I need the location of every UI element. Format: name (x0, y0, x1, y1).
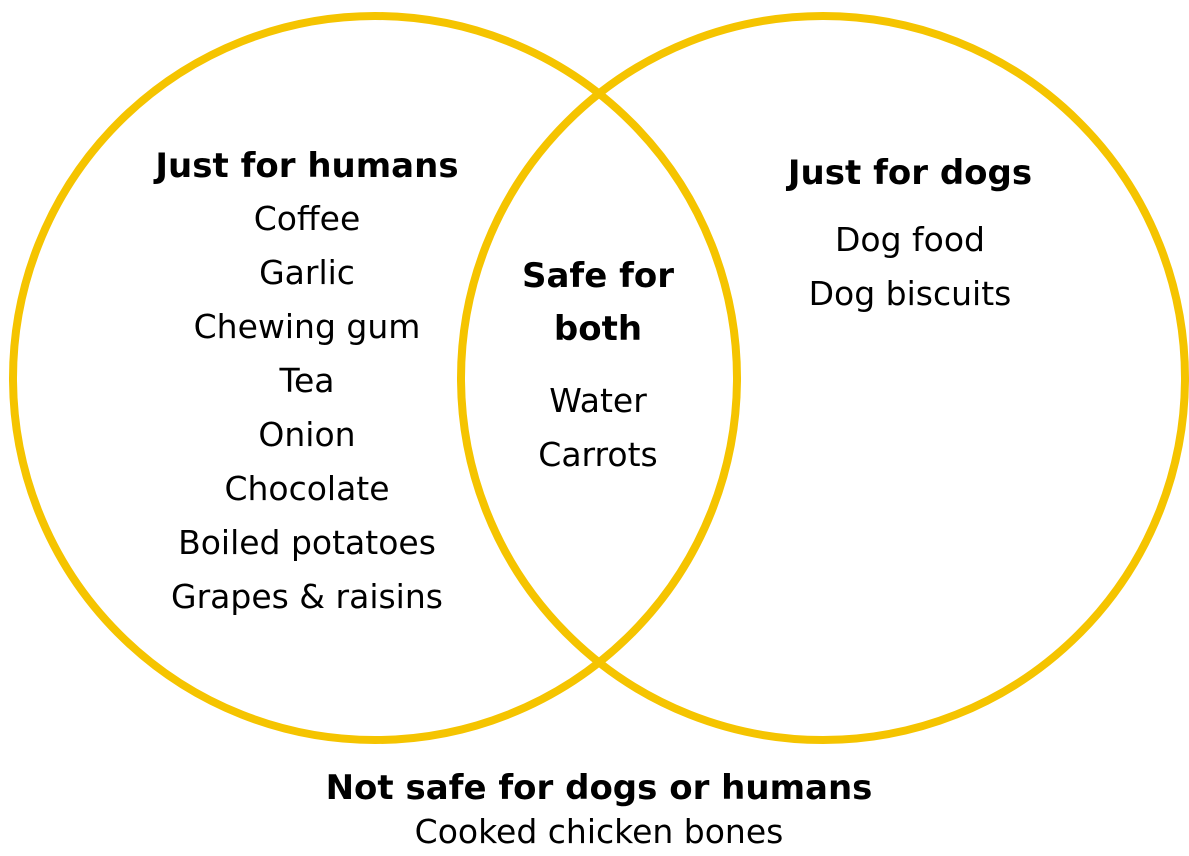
humans-item: Boiled potatoes (178, 523, 436, 562)
both-item: Water (549, 381, 647, 420)
dogs-region (730, 153, 1090, 321)
humans-heading: Just for humans (155, 146, 459, 186)
both-item: Carrots (538, 435, 658, 474)
humans-item: Grapes & raisins (171, 577, 443, 616)
dogs-item: Dog food (835, 220, 985, 259)
humans-item: Chocolate (224, 469, 390, 508)
both-heading-line2: both (553, 309, 643, 349)
dogs-heading: Just for dogs (787, 153, 1033, 193)
humans-item: Tea (279, 361, 335, 400)
outside-heading: Not safe for dogs or humans (325, 768, 873, 808)
both-region (478, 248, 718, 482)
both-heading-line1: Safe for (521, 256, 675, 296)
outside-region (294, 768, 904, 856)
humans-item: Chewing gum (193, 307, 421, 346)
dogs-item: Dog biscuits (808, 274, 1012, 313)
humans-region (107, 146, 507, 624)
humans-item: Coffee (253, 199, 361, 238)
outside-item: Cooked chicken bones (414, 812, 784, 851)
humans-item: Onion (258, 415, 356, 454)
humans-item: Garlic (259, 253, 355, 292)
